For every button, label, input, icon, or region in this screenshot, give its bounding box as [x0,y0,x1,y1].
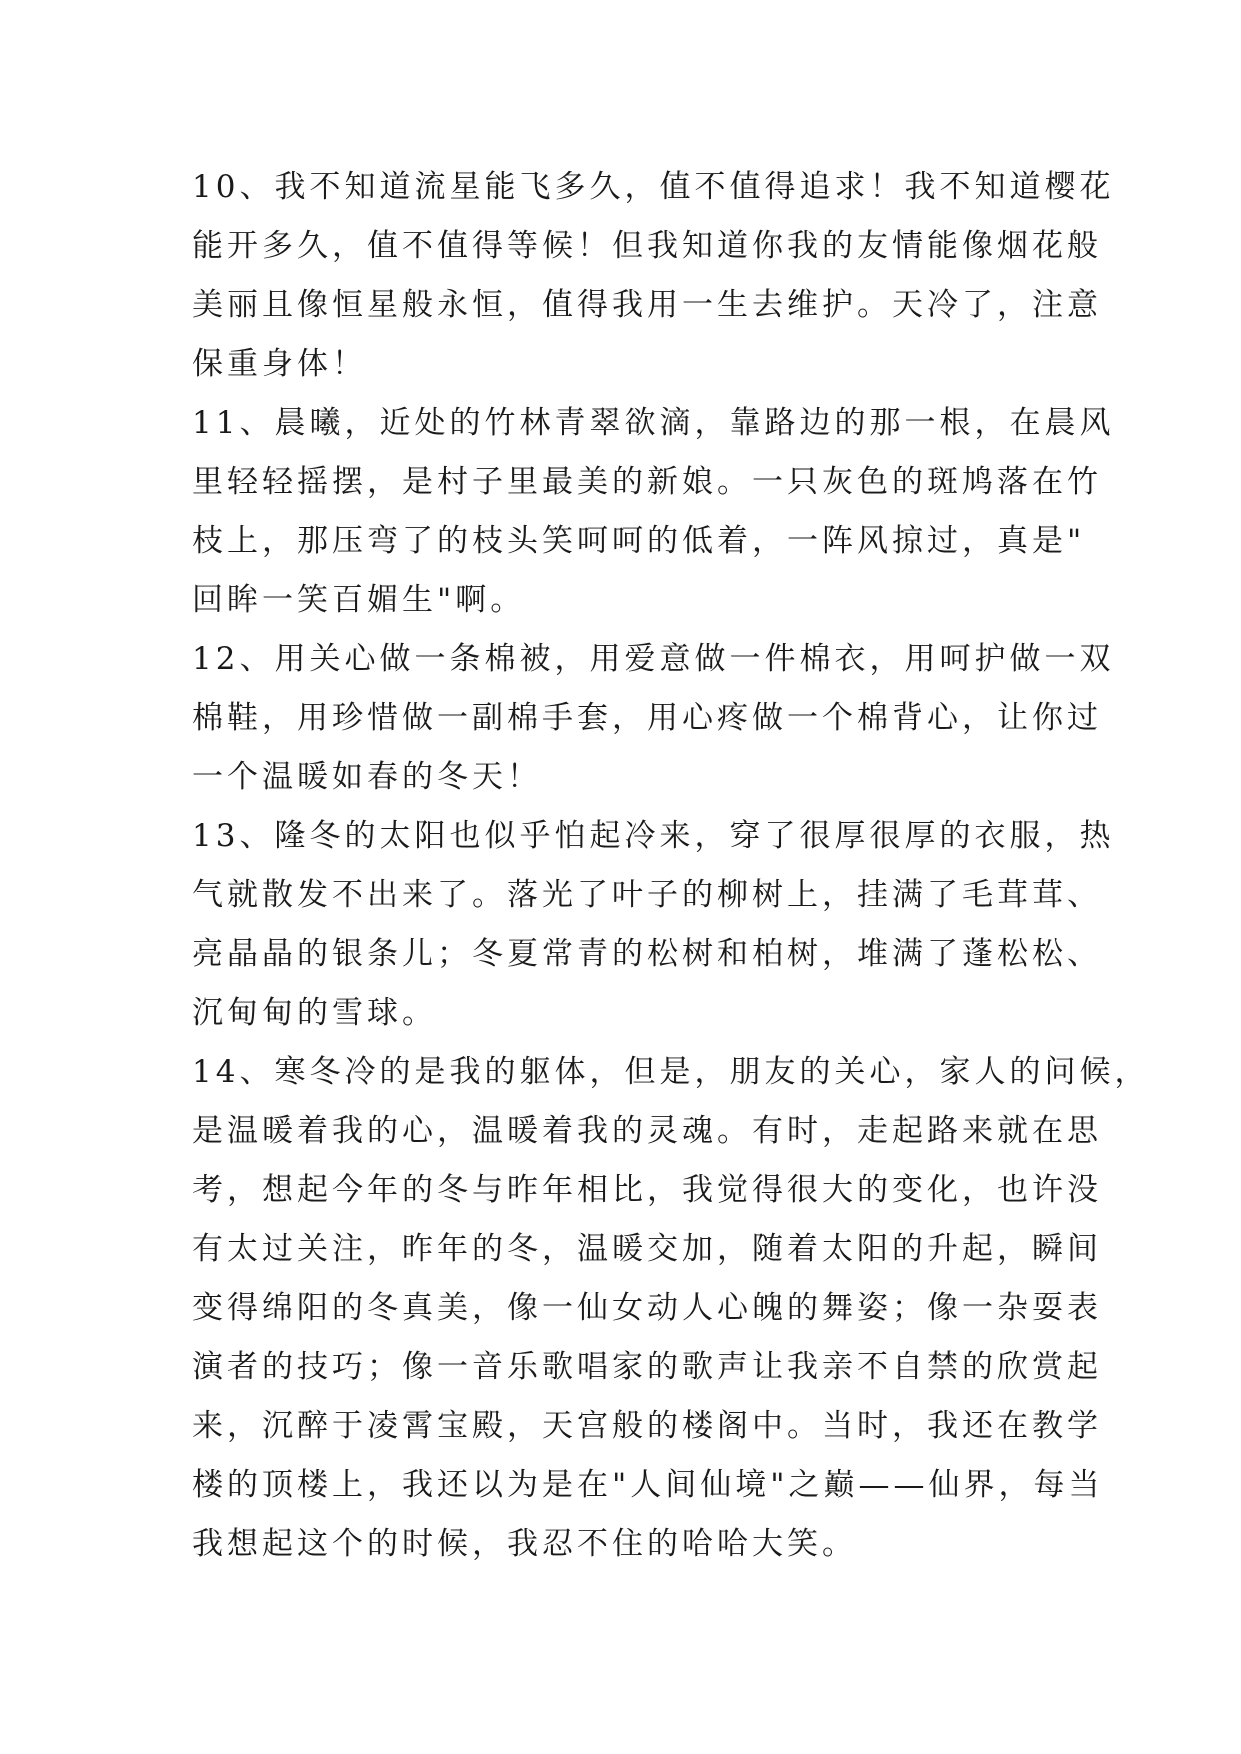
text-line: 气就散发不出来了。落光了叶子的柳树上，挂满了毛茸茸、 [192,877,1102,913]
paragraph-12 [192,630,1115,807]
text-line: 回眸一笑百媚生"啊。 [192,582,526,618]
text-line: 美丽且像恒星般永恒，值得我用一生去维护。天冷了，注意 [192,287,1102,323]
text-line: 12、用关心做一条棉被，用爱意做一件棉衣，用呵护做一双 [192,641,1115,677]
text-line: 来，沉醉于凌霄宝殿，天宫般的楼阁中。当时，我还在教学 [192,1408,1102,1444]
text-line: 我想起这个的时候，我忍不住的哈哈大笑。 [192,1526,857,1562]
paragraph-11 [192,394,1115,630]
text-line: 沉甸甸的雪球。 [192,995,437,1031]
text-line: 一个温暖如春的冬天！ [192,759,542,795]
text-line: 13、隆冬的太阳也似乎怕起冷来，穿了很厚很厚的衣服，热 [192,818,1115,854]
text-line: 棉鞋，用珍惜做一副棉手套，用心疼做一个棉背心，让你过 [192,700,1102,736]
text-line: 亮晶晶的银条儿；冬夏常青的松树和柏树，堆满了蓬松松、 [192,936,1102,972]
document-body [192,158,1150,1574]
text-line: 枝上，那压弯了的枝头笑呵呵的低着，一阵风掠过，真是" [192,523,1086,559]
text-line: 变得绵阳的冬真美，像一仙女动人心魄的舞姿；像一杂耍表 [192,1290,1102,1326]
text-line: 楼的顶楼上，我还以为是在"人间仙境"之巅——仙界，每当 [192,1467,1104,1503]
paragraph-14 [192,1043,1150,1574]
text-line: 有太过关注，昨年的冬，温暖交加，随着太阳的升起，瞬间 [192,1231,1102,1267]
text-line: 14、寒冬冷的是我的躯体，但是，朋友的关心，家人的问候， [192,1054,1150,1090]
paragraph-13 [192,807,1115,1043]
text-line: 10、我不知道流星能飞多久，值不值得追求！我不知道樱花 [192,169,1115,205]
text-line: 是温暖着我的心，温暖着我的灵魂。有时，走起路来就在思 [192,1113,1102,1149]
text-line: 里轻轻摇摆，是村子里最美的新娘。一只灰色的斑鸠落在竹 [192,464,1102,500]
text-line: 考，想起今年的冬与昨年相比，我觉得很大的变化，也许没 [192,1172,1102,1208]
text-line: 演者的技巧；像一音乐歌唱家的歌声让我亲不自禁的欣赏起 [192,1349,1102,1385]
text-line: 能开多久，值不值得等候！但我知道你我的友情能像烟花般 [192,228,1102,264]
text-line: 保重身体！ [192,346,367,382]
paragraph-10 [192,158,1115,394]
text-line: 11、晨曦，近处的竹林青翠欲滴，靠路边的那一根，在晨风 [192,405,1115,441]
